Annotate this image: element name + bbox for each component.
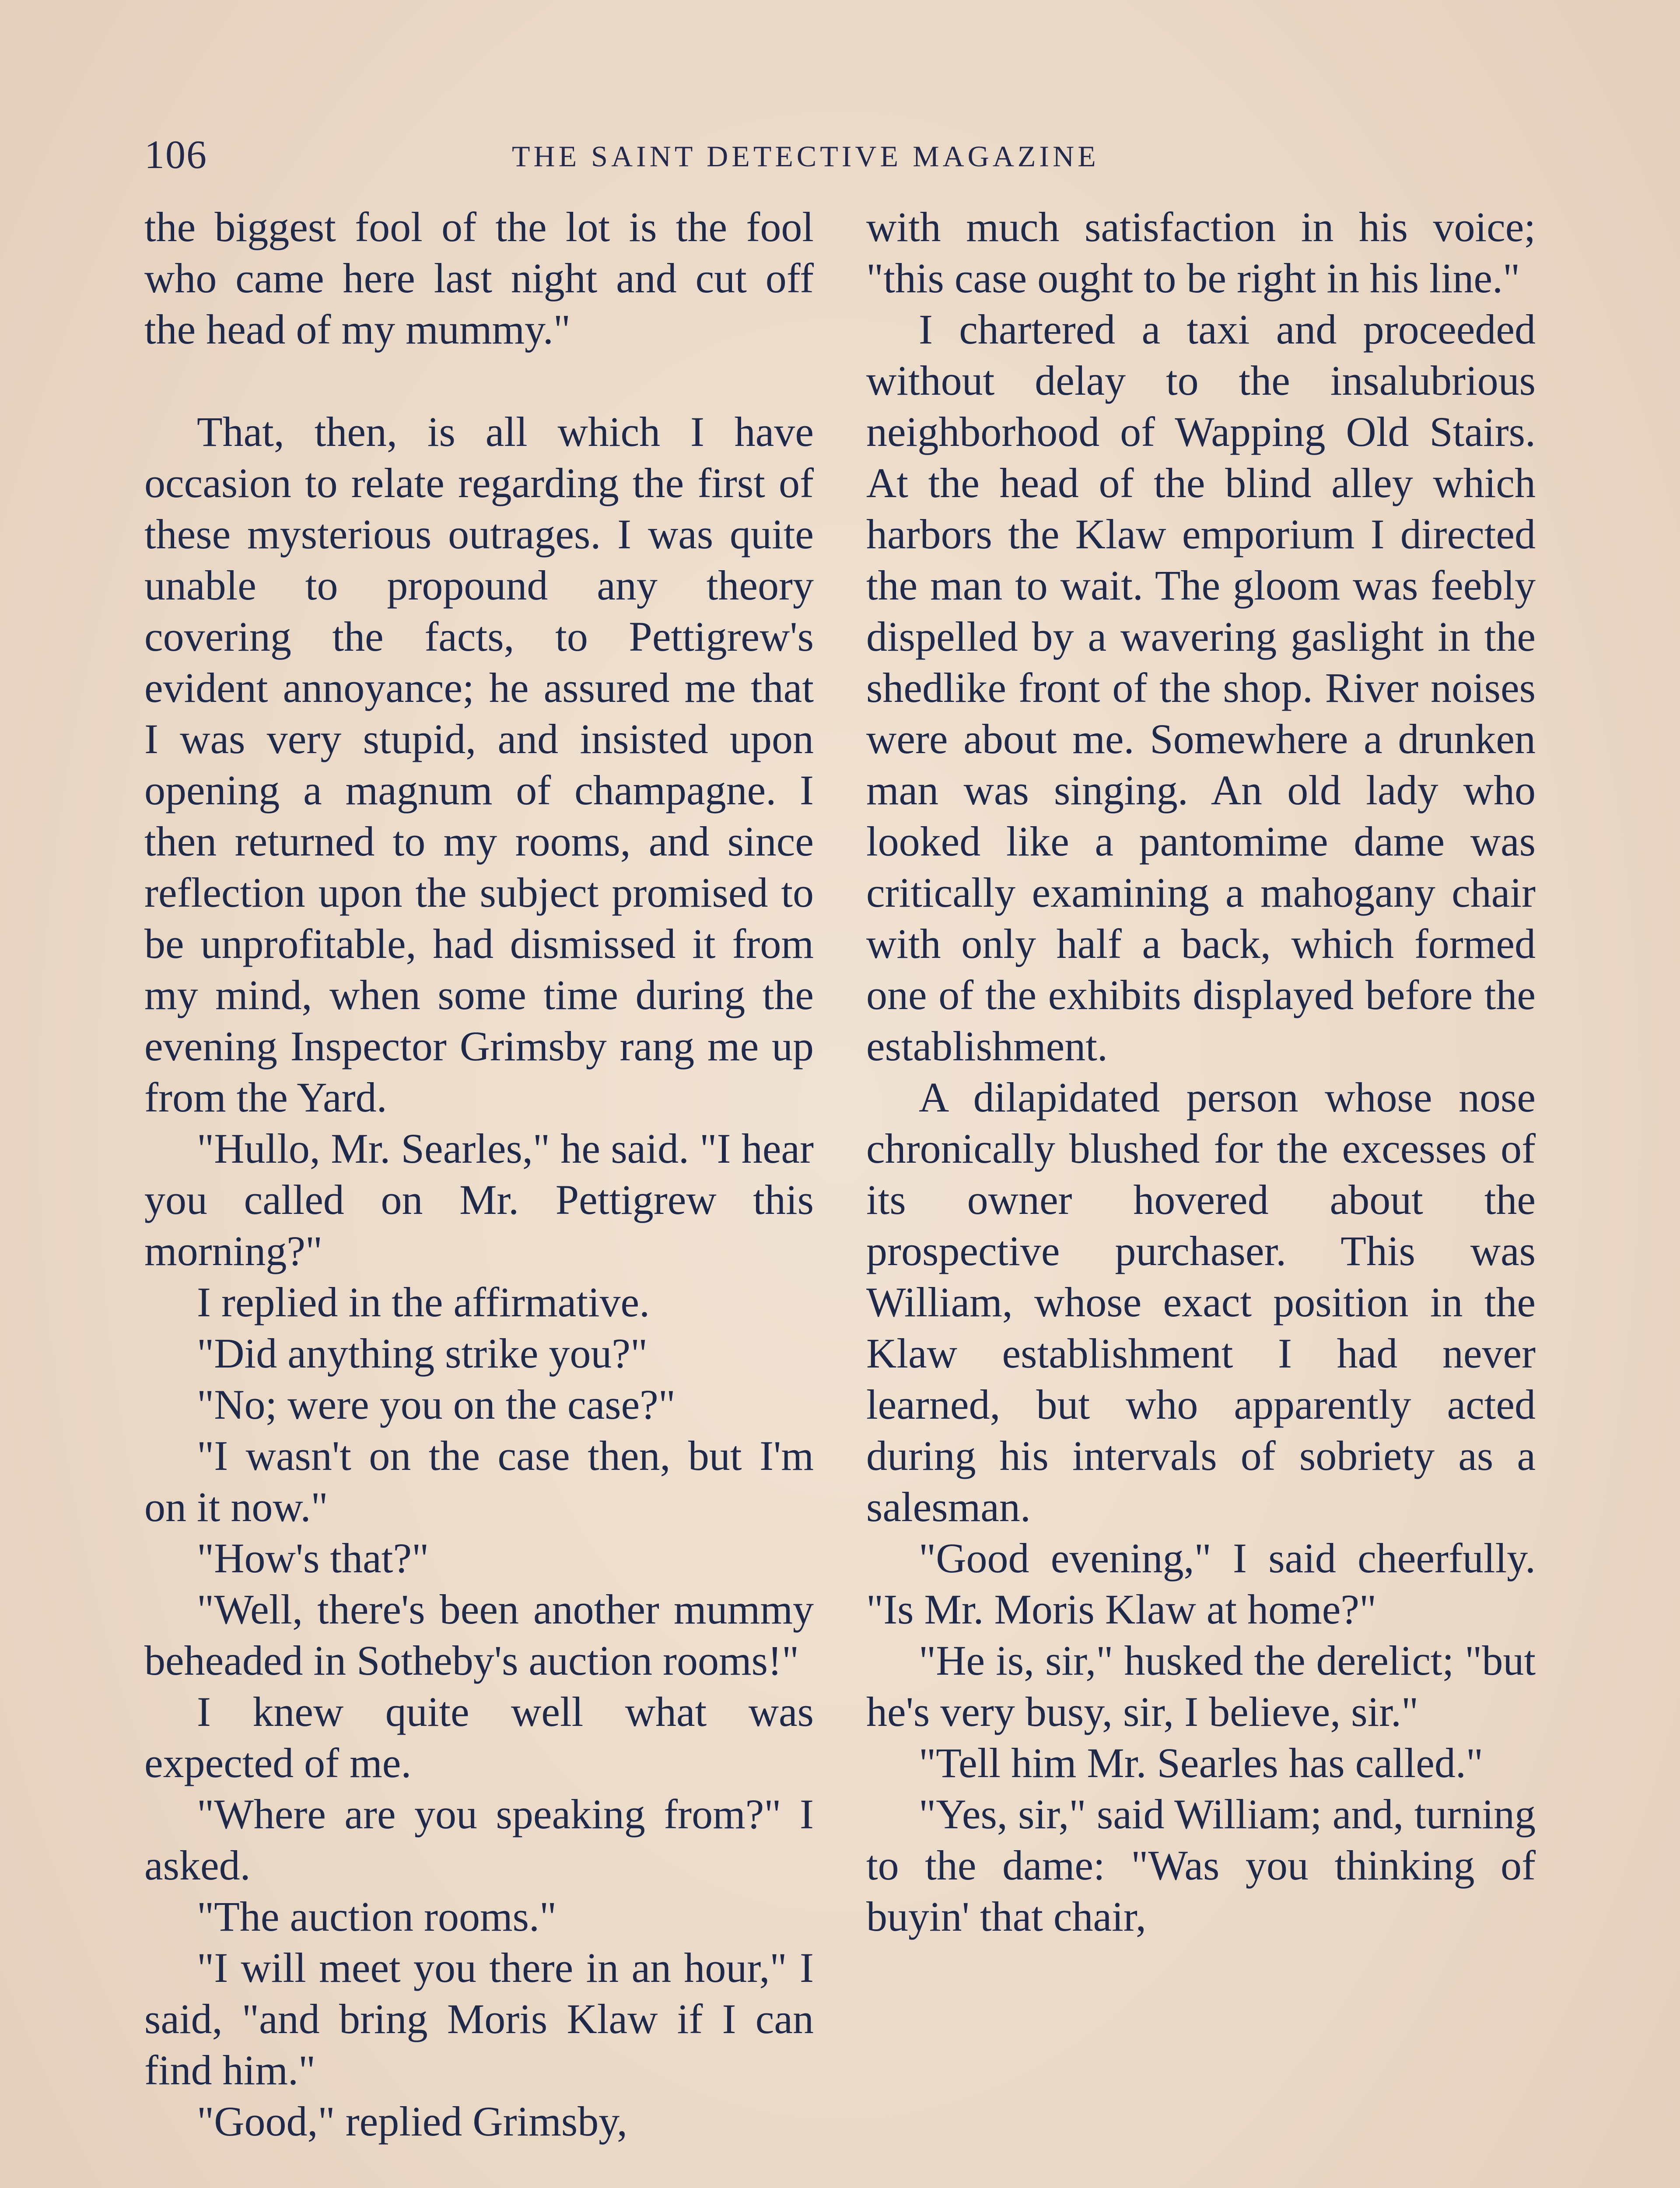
paragraph: "No; were you on the case?": [197, 1381, 676, 1428]
paragraph: "Hullo, Mr. Searles," he said. "I hear you called on Mr. Pettigrew this morning?": [144, 1125, 814, 1274]
page-number: 106: [144, 132, 207, 177]
paragraph: "Good evening," I said cheerfully. "Is Mr. Moris Klaw at home?": [866, 1535, 1536, 1633]
right-column: [866, 201, 1536, 1942]
paragraph: "Where are you speaking from?" I asked.: [144, 1791, 814, 1889]
paragraph: "The auction rooms.": [197, 1893, 557, 1940]
paragraph: I knew quite well what was expected of me.: [144, 1688, 814, 1786]
running-head: THE SAINT DETECTIVE MAGAZINE: [512, 140, 1099, 173]
paragraph: I replied in the affirmative.: [197, 1279, 650, 1325]
paragraph: with much satisfaction in his voice; "this case ought to be right in his line.": [866, 203, 1536, 302]
paragraph: That, then, is all which I have occasion to relate regarding the first of these mysterious outrages. I was quite unable to propound any theory covering the facts, to Pettigrew's evident annoyance; he assured me that I was very stupid, and insisted upon opening a magnum of champagne. I then returned to my rooms, and since reflection upon the subject promised to be unprofitable, had dismissed it from my mind, when some time during the evening Inspector Grimsby rang me up from the Yard.: [144, 408, 814, 1121]
paragraph: "Did anything strike you?": [197, 1330, 648, 1377]
paragraph: I chartered a taxi and proceeded without delay to the insalubrious neighborhood of Wapping Old Stairs. At the head of the blind alley which harbors the Klaw emporium I directed the man to wait. The gloom was feebly dispelled by a wavering gaslight in the shedlike front of the shop. River noises were about me. Somewhere a drunken man was singing. An old lady who looked like a pantomime dame was critically examining a mahogany chair with only half a back, which formed one of the exhibits displayed before the establishment.: [866, 306, 1536, 1069]
paragraph: "Good," replied Grimsby,: [197, 2098, 627, 2145]
paragraph: the biggest fool of the lot is the fool who came here last night and cut off the head of my mummy.": [144, 203, 814, 353]
paragraph: "He is, sir," husked the derelict; "but he's very busy, sir, I believe, sir.": [866, 1637, 1536, 1735]
paragraph: "Well, there's been another mummy beheaded in Sotheby's auction rooms!": [144, 1586, 814, 1684]
paragraph: "How's that?": [197, 1535, 429, 1581]
paragraph: "I wasn't on the case then, but I'm on it now.": [144, 1432, 814, 1530]
paragraph: A dilapidated person whose nose chronically blushed for the excesses of its owner hovered about the prospective purchaser. This was William, whose exact position in the Klaw establishment I had never learned, but who apparently acted during his intervals of sobriety as a salesman.: [866, 1074, 1536, 1530]
paragraph: "Yes, sir," said William; and, turning to the dame: "Was you thinking of buyin' that chair,: [866, 1791, 1536, 1940]
paragraph: "Tell him Mr. Searles has called.": [919, 1739, 1483, 1786]
left-column: [144, 201, 814, 2147]
paragraph: "I will meet you there in an hour," I said, "and bring Moris Klaw if I can find him.": [144, 1944, 814, 2093]
